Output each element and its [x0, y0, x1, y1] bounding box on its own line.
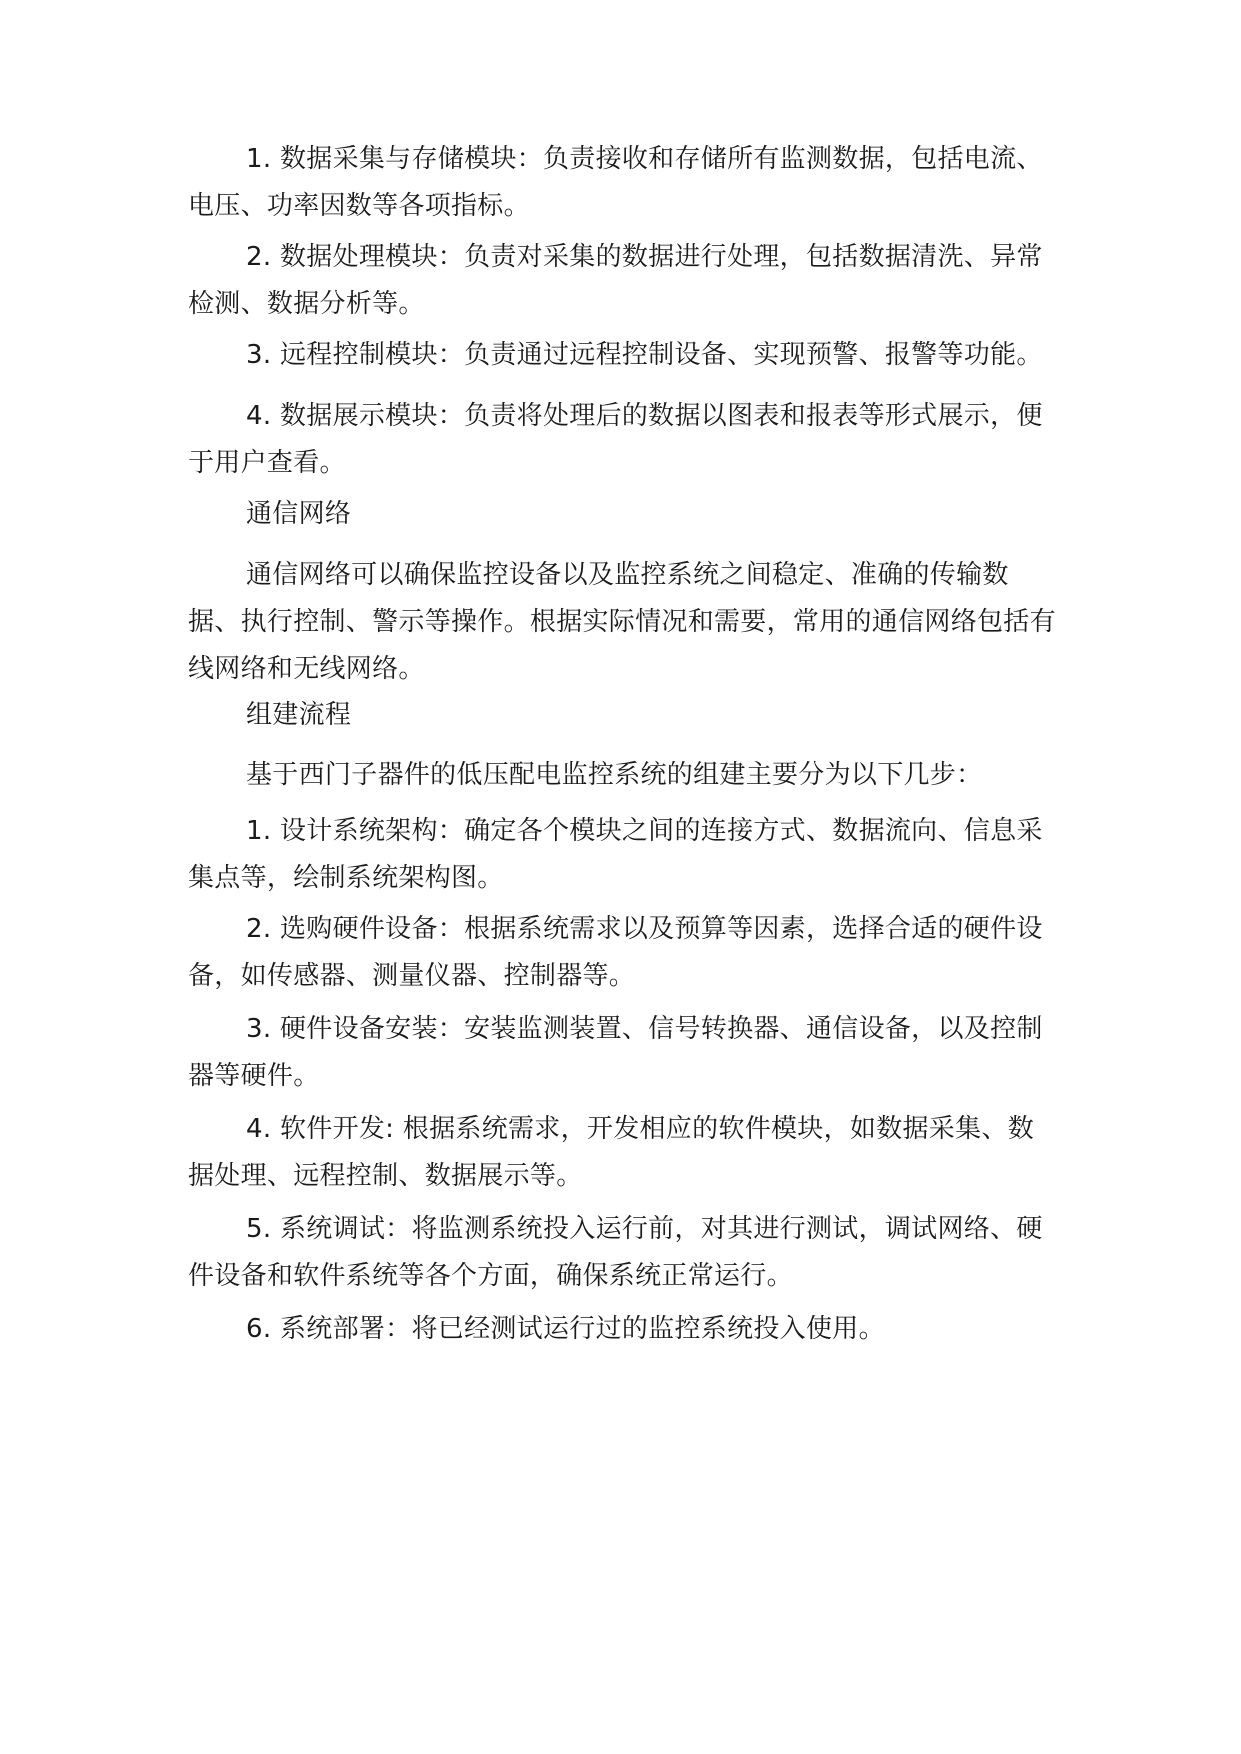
- paragraph-step-install-hardware: 3. 硬件设备安装：安装监测装置、信号转换器、通信设备，以及控制器等硬件。: [188, 1014, 1043, 1091]
- paragraph-step-software-development: 4. 软件开发: 根据系统需求，开发相应的软件模块，如数据采集、数据处理、远程控制、数据展示等。: [188, 1114, 1034, 1191]
- paragraph-data-display-module: 4. 数据展示模块：负责将处理后的数据以图表和报表等形式展示，便于用户查看。: [188, 401, 1043, 478]
- paragraph-remote-control-module: 3. 远程控制模块：负责通过远程控制设备、实现预警、报警等功能。: [246, 340, 1043, 370]
- heading-communication-network: 通信网络: [246, 499, 352, 529]
- paragraph-step-purchase-hardware: 2. 选购硬件设备：根据系统需求以及预算等因素，选择合适的硬件设备，如传感器、测量仪器、控制器等。: [188, 914, 1043, 991]
- paragraph-build-process-intro: 基于西门子器件的低压配电监控系统的组建主要分为以下几步：: [246, 760, 983, 790]
- paragraph-data-collection-module: 1. 数据采集与存储模块：负责接收和存储所有监测数据，包括电流、电压、功率因数等各项指标。: [188, 144, 1043, 221]
- paragraph-data-processing-module: 2. 数据处理模块：负责对采集的数据进行处理，包括数据清洗、异常检测、数据分析等。: [188, 242, 1043, 319]
- heading-build-process: 组建流程: [246, 700, 352, 730]
- paragraph-step-system-deployment: 6. 系统部署：将已经测试运行过的监控系统投入使用。: [246, 1314, 885, 1344]
- paragraph-step-system-debugging: 5. 系统调试：将监测系统投入运行前，对其进行测试，调试网络、硬件设备和软件系统等各个方面，确保系统正常运行。: [188, 1214, 1043, 1291]
- paragraph-communication-network: 通信网络可以确保监控设备以及监控系统之间稳定、准确的传输数据、执行控制、警示等操作。根据实际情况和需要，常用的通信网络包括有线网络和无线网络。: [188, 560, 1056, 684]
- paragraph-step-design-architecture: 1. 设计系统架构：确定各个模块之间的连接方式、数据流向、信息采集点等，绘制系统架构图。: [188, 816, 1043, 893]
